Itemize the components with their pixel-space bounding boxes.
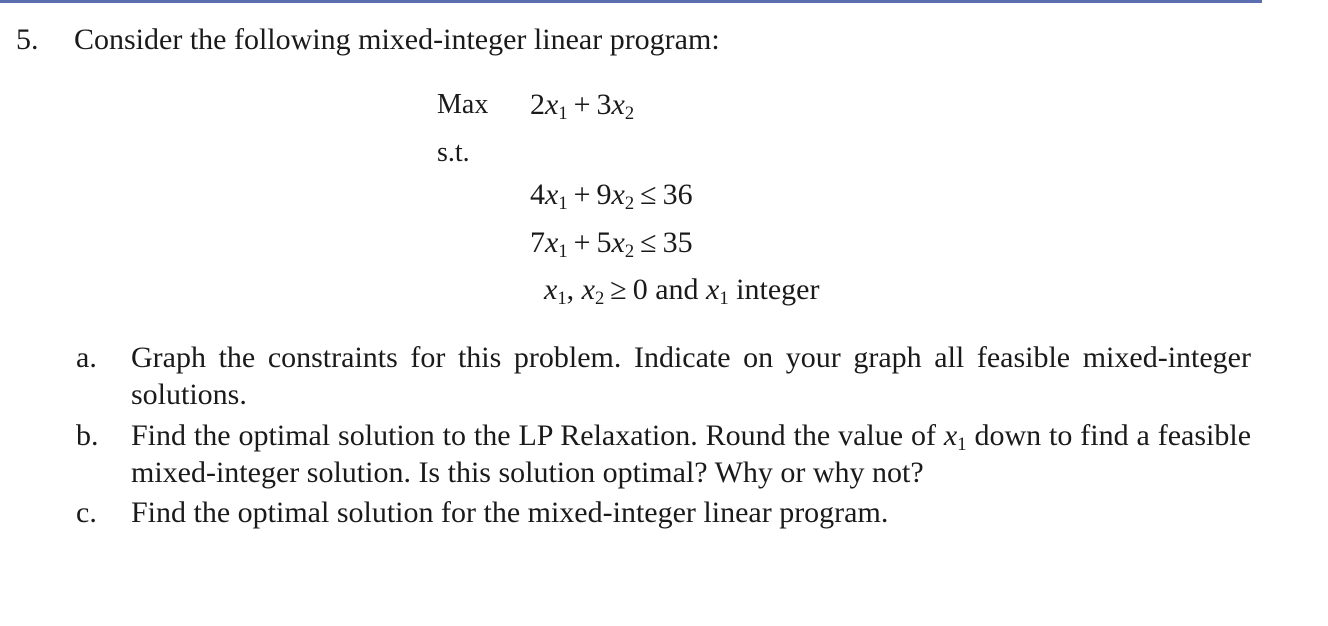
objective-expression bbox=[530, 88, 635, 125]
constraint-1 bbox=[530, 178, 693, 215]
part-b-text-after: down to find a feasible mixed-integer solution. Is this solution optimal? Why or why not? bbox=[131, 419, 1252, 489]
part-b-var: x bbox=[943, 419, 958, 452]
constraint-1-var-2: x bbox=[611, 178, 625, 211]
objective-label: Max bbox=[437, 89, 489, 120]
constraint-1-coef-1: 4 bbox=[530, 178, 545, 211]
nonneg-sub-2: 2 bbox=[594, 288, 605, 310]
constraint-2-sub-1: 1 bbox=[558, 241, 568, 263]
part-a-text: Graph the constraints for this problem. Indicate on your graph all feasible mixed-integer solutions. bbox=[131, 341, 1251, 411]
part-b-sub: 1 bbox=[957, 434, 967, 456]
objective-coef-2: 3 bbox=[596, 88, 612, 121]
subject-to-label: s.t. bbox=[437, 137, 470, 168]
constraint-1-plus: + bbox=[573, 178, 591, 211]
part-a-letter: a. bbox=[76, 341, 97, 374]
constraint-1-relation: ≤ bbox=[640, 178, 657, 211]
constraint-1-var-1: x bbox=[545, 178, 559, 211]
constraint-1-coef-2: 9 bbox=[596, 178, 612, 211]
problem-number: 5. bbox=[16, 23, 39, 56]
constraint-2-coef-1: 7 bbox=[530, 226, 545, 259]
constraint-1-rhs: 36 bbox=[662, 178, 693, 211]
nonneg-relation: ≥ bbox=[610, 273, 627, 306]
part-b-letter: b. bbox=[76, 419, 99, 452]
constraint-2-var-2: x bbox=[611, 226, 625, 259]
objective-sub-2: 2 bbox=[624, 103, 635, 125]
nonneg-sub-3: 1 bbox=[719, 288, 729, 310]
objective-var-1: x bbox=[545, 88, 559, 121]
objective-plus: + bbox=[573, 88, 591, 121]
problem-stem: Consider the following mixed-integer linear program: bbox=[74, 23, 720, 56]
constraint-1-sub-1: 1 bbox=[558, 193, 568, 215]
nonneg-sub-1: 1 bbox=[557, 288, 567, 310]
constraint-2-coef-2: 5 bbox=[596, 226, 612, 259]
constraint-2-plus: + bbox=[573, 226, 591, 259]
nonneg-integer-label: integer bbox=[736, 273, 820, 306]
constraint-2 bbox=[530, 226, 693, 263]
objective-sub-1: 1 bbox=[558, 103, 568, 125]
nonneg-rhs: 0 and bbox=[632, 273, 699, 306]
objective-var-2: x bbox=[611, 88, 625, 121]
nonnegativity-constraint bbox=[544, 273, 820, 310]
nonneg-var-2: x bbox=[581, 273, 595, 306]
nonneg-comma: , bbox=[566, 273, 575, 306]
constraint-2-var-1: x bbox=[545, 226, 559, 259]
part-b-text bbox=[131, 417, 1251, 491]
objective-coef-1: 2 bbox=[530, 88, 545, 121]
part-b-text-before: Find the optimal solution to the LP Relaxation. Round the value of bbox=[131, 419, 936, 452]
top-rule bbox=[0, 0, 1262, 3]
constraint-2-rhs: 35 bbox=[662, 226, 693, 259]
part-c-letter: c. bbox=[76, 496, 97, 529]
part-c-text: Find the optimal solution for the mixed-integer linear program. bbox=[131, 496, 889, 529]
constraint-2-relation: ≤ bbox=[640, 226, 657, 259]
constraint-2-sub-2: 2 bbox=[624, 241, 635, 263]
nonneg-var-3: x bbox=[706, 273, 720, 306]
nonneg-var-1: x bbox=[544, 273, 558, 306]
constraint-1-sub-2: 2 bbox=[624, 193, 635, 215]
